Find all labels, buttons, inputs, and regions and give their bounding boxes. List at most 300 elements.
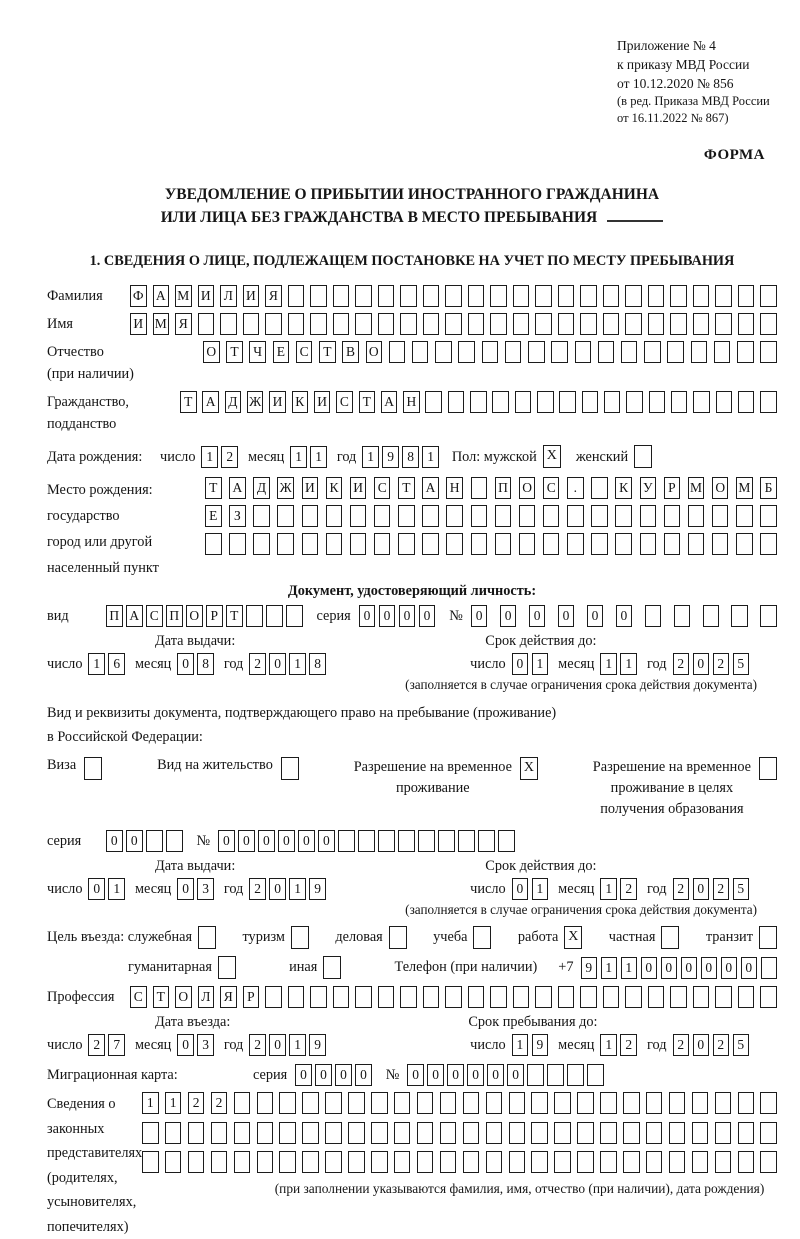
char-cell[interactable]: 2	[249, 878, 266, 900]
char-cell[interactable]: 2	[188, 1092, 205, 1114]
char-cell[interactable]	[394, 1122, 411, 1144]
char-cell[interactable]	[417, 1122, 434, 1144]
char-cell[interactable]: 1	[422, 446, 439, 468]
char-cell[interactable]	[648, 285, 665, 307]
char-cell[interactable]	[333, 313, 350, 335]
char-cell[interactable]: О	[712, 477, 729, 499]
char-cell[interactable]	[288, 313, 305, 335]
male-checkbox[interactable]: X	[543, 445, 561, 468]
char-cell[interactable]	[288, 285, 305, 307]
char-cell[interactable]	[591, 477, 608, 499]
char-cell[interactable]: 9	[309, 878, 326, 900]
char-cell[interactable]	[257, 1092, 274, 1114]
char-cell[interactable]	[737, 341, 754, 363]
char-cell[interactable]	[515, 391, 532, 413]
char-cell[interactable]: 0	[701, 957, 718, 979]
char-cell[interactable]	[760, 1151, 777, 1173]
char-cell[interactable]: 0	[88, 878, 105, 900]
char-cell[interactable]: Ф	[130, 285, 147, 307]
char-cell[interactable]	[463, 1122, 480, 1144]
char-cell[interactable]: Е	[273, 341, 290, 363]
char-cell[interactable]	[495, 505, 512, 527]
char-cell[interactable]	[693, 986, 710, 1008]
char-cell[interactable]	[492, 391, 509, 413]
char-cell[interactable]	[266, 605, 283, 627]
char-cell[interactable]: Я	[265, 285, 282, 307]
char-cell[interactable]: 0	[258, 830, 275, 852]
char-cell[interactable]	[527, 1064, 544, 1086]
char-cell[interactable]	[435, 341, 452, 363]
char-cell[interactable]	[760, 1092, 777, 1114]
residence-permit-checkbox[interactable]	[281, 757, 299, 780]
char-cell[interactable]: 0	[487, 1064, 504, 1086]
char-cell[interactable]	[577, 1151, 594, 1173]
purpose-tourism-checkbox[interactable]	[291, 926, 309, 949]
rvp-edu-checkbox[interactable]	[759, 757, 777, 780]
char-cell[interactable]	[738, 986, 755, 1008]
char-cell[interactable]	[736, 505, 753, 527]
char-cell[interactable]: Н	[403, 391, 420, 413]
char-cell[interactable]	[279, 1151, 296, 1173]
char-cell[interactable]	[446, 533, 463, 555]
char-cell[interactable]	[623, 1122, 640, 1144]
char-cell[interactable]	[490, 285, 507, 307]
char-cell[interactable]: П	[495, 477, 512, 499]
char-cell[interactable]: 5	[733, 1034, 750, 1056]
char-cell[interactable]	[422, 505, 439, 527]
char-cell[interactable]: 0	[278, 830, 295, 852]
char-cell[interactable]: О	[186, 605, 203, 627]
char-cell[interactable]	[234, 1122, 251, 1144]
char-cell[interactable]	[558, 285, 575, 307]
char-cell[interactable]	[440, 1122, 457, 1144]
char-cell[interactable]	[422, 533, 439, 555]
char-cell[interactable]	[567, 1064, 584, 1086]
char-cell[interactable]: С	[146, 605, 163, 627]
char-cell[interactable]: К	[326, 477, 343, 499]
char-cell[interactable]	[348, 1122, 365, 1144]
char-cell[interactable]: А	[381, 391, 398, 413]
char-cell[interactable]	[603, 313, 620, 335]
char-cell[interactable]	[580, 285, 597, 307]
char-cell[interactable]	[513, 285, 530, 307]
char-cell[interactable]	[551, 341, 568, 363]
char-cell[interactable]	[253, 505, 270, 527]
char-cell[interactable]: О	[519, 477, 536, 499]
char-cell[interactable]: 1	[289, 1034, 306, 1056]
char-cell[interactable]: 0	[407, 1064, 424, 1086]
char-cell[interactable]	[277, 533, 294, 555]
char-cell[interactable]	[418, 830, 435, 852]
char-cell[interactable]	[760, 605, 777, 627]
char-cell[interactable]	[498, 830, 515, 852]
char-cell[interactable]	[625, 986, 642, 1008]
char-cell[interactable]: 0	[721, 957, 738, 979]
char-cell[interactable]	[646, 1122, 663, 1144]
char-cell[interactable]	[374, 533, 391, 555]
char-cell[interactable]	[355, 313, 372, 335]
char-cell[interactable]	[211, 1122, 228, 1144]
char-cell[interactable]	[398, 505, 415, 527]
char-cell[interactable]	[142, 1122, 159, 1144]
char-cell[interactable]	[693, 391, 710, 413]
char-cell[interactable]: П	[106, 605, 123, 627]
char-cell[interactable]: Т	[359, 391, 376, 413]
char-cell[interactable]	[738, 313, 755, 335]
char-cell[interactable]	[535, 986, 552, 1008]
char-cell[interactable]: 0	[177, 878, 194, 900]
char-cell[interactable]	[715, 1092, 732, 1114]
char-cell[interactable]: Т	[319, 341, 336, 363]
char-cell[interactable]: 1	[600, 1034, 617, 1056]
char-cell[interactable]: 1	[620, 653, 637, 675]
char-cell[interactable]: .	[567, 477, 584, 499]
char-cell[interactable]: И	[198, 285, 215, 307]
char-cell[interactable]	[692, 1092, 709, 1114]
char-cell[interactable]: С	[374, 477, 391, 499]
char-cell[interactable]	[188, 1122, 205, 1144]
char-cell[interactable]	[531, 1151, 548, 1173]
char-cell[interactable]	[703, 605, 720, 627]
char-cell[interactable]: 3	[197, 1034, 214, 1056]
char-cell[interactable]	[470, 391, 487, 413]
char-cell[interactable]: М	[153, 313, 170, 335]
char-cell[interactable]	[378, 830, 395, 852]
char-cell[interactable]	[693, 285, 710, 307]
char-cell[interactable]: 1	[532, 878, 549, 900]
char-cell[interactable]	[731, 605, 748, 627]
char-cell[interactable]: 1	[601, 957, 618, 979]
char-cell[interactable]	[577, 1122, 594, 1144]
char-cell[interactable]	[509, 1151, 526, 1173]
char-cell[interactable]: 9	[532, 1034, 549, 1056]
char-cell[interactable]	[715, 285, 732, 307]
char-cell[interactable]: И	[243, 285, 260, 307]
char-cell[interactable]: С	[130, 986, 147, 1008]
char-cell[interactable]	[355, 285, 372, 307]
char-cell[interactable]	[471, 505, 488, 527]
char-cell[interactable]	[445, 986, 462, 1008]
char-cell[interactable]: О	[203, 341, 220, 363]
char-cell[interactable]: А	[153, 285, 170, 307]
char-cell[interactable]	[669, 1151, 686, 1173]
char-cell[interactable]	[600, 1151, 617, 1173]
purpose-study-checkbox[interactable]	[473, 926, 491, 949]
char-cell[interactable]	[417, 1151, 434, 1173]
char-cell[interactable]	[575, 341, 592, 363]
char-cell[interactable]	[715, 313, 732, 335]
char-cell[interactable]	[333, 986, 350, 1008]
purpose-business-checkbox[interactable]	[389, 926, 407, 949]
char-cell[interactable]: 1	[310, 446, 327, 468]
char-cell[interactable]	[417, 1092, 434, 1114]
char-cell[interactable]: 0	[693, 1034, 710, 1056]
char-cell[interactable]	[338, 830, 355, 852]
char-cell[interactable]	[760, 505, 777, 527]
char-cell[interactable]: Т	[226, 341, 243, 363]
char-cell[interactable]: 0	[335, 1064, 352, 1086]
char-cell[interactable]	[587, 1064, 604, 1086]
char-cell[interactable]	[229, 533, 246, 555]
char-cell[interactable]: Т	[226, 605, 243, 627]
char-cell[interactable]: 3	[197, 878, 214, 900]
char-cell[interactable]	[423, 285, 440, 307]
char-cell[interactable]: З	[229, 505, 246, 527]
char-cell[interactable]	[468, 285, 485, 307]
char-cell[interactable]	[374, 505, 391, 527]
char-cell[interactable]: Р	[243, 986, 260, 1008]
char-cell[interactable]	[471, 533, 488, 555]
char-cell[interactable]: 1	[362, 446, 379, 468]
char-cell[interactable]	[649, 391, 666, 413]
char-cell[interactable]: 2	[673, 653, 690, 675]
char-cell[interactable]	[400, 285, 417, 307]
char-cell[interactable]: А	[126, 605, 143, 627]
char-cell[interactable]	[358, 830, 375, 852]
char-cell[interactable]: Т	[153, 986, 170, 1008]
char-cell[interactable]	[615, 533, 632, 555]
char-cell[interactable]: 0	[447, 1064, 464, 1086]
purpose-transit-checkbox[interactable]	[759, 926, 777, 949]
char-cell[interactable]: 5	[733, 878, 750, 900]
char-cell[interactable]	[302, 533, 319, 555]
char-cell[interactable]	[664, 533, 681, 555]
char-cell[interactable]	[715, 1151, 732, 1173]
char-cell[interactable]: 2	[713, 1034, 730, 1056]
char-cell[interactable]	[165, 1151, 182, 1173]
char-cell[interactable]: 2	[673, 1034, 690, 1056]
char-cell[interactable]: 9	[382, 446, 399, 468]
char-cell[interactable]	[580, 986, 597, 1008]
char-cell[interactable]	[265, 986, 282, 1008]
char-cell[interactable]: 2	[713, 653, 730, 675]
char-cell[interactable]: 0	[741, 957, 758, 979]
char-cell[interactable]	[646, 1151, 663, 1173]
char-cell[interactable]: 0	[681, 957, 698, 979]
char-cell[interactable]: И	[314, 391, 331, 413]
char-cell[interactable]	[648, 986, 665, 1008]
char-cell[interactable]: 0	[512, 878, 529, 900]
char-cell[interactable]: 0	[238, 830, 255, 852]
char-cell[interactable]: 1	[108, 878, 125, 900]
char-cell[interactable]: 0	[641, 957, 658, 979]
char-cell[interactable]	[394, 1092, 411, 1114]
char-cell[interactable]	[671, 391, 688, 413]
char-cell[interactable]: 1	[512, 1034, 529, 1056]
char-cell[interactable]: Д	[225, 391, 242, 413]
char-cell[interactable]	[670, 313, 687, 335]
char-cell[interactable]	[567, 533, 584, 555]
char-cell[interactable]	[519, 533, 536, 555]
purpose-work-checkbox[interactable]: X	[564, 926, 582, 949]
char-cell[interactable]	[355, 986, 372, 1008]
char-cell[interactable]: 0	[269, 878, 286, 900]
char-cell[interactable]	[591, 533, 608, 555]
char-cell[interactable]	[490, 986, 507, 1008]
char-cell[interactable]	[625, 313, 642, 335]
char-cell[interactable]	[486, 1151, 503, 1173]
char-cell[interactable]	[645, 605, 662, 627]
char-cell[interactable]: С	[336, 391, 353, 413]
char-cell[interactable]	[577, 1092, 594, 1114]
char-cell[interactable]	[286, 605, 303, 627]
char-cell[interactable]	[463, 1151, 480, 1173]
char-cell[interactable]: 1	[88, 653, 105, 675]
char-cell[interactable]	[302, 1151, 319, 1173]
char-cell[interactable]: 1	[621, 957, 638, 979]
char-cell[interactable]	[486, 1092, 503, 1114]
char-cell[interactable]	[505, 341, 522, 363]
char-cell[interactable]: 2	[713, 878, 730, 900]
char-cell[interactable]	[243, 313, 260, 335]
char-cell[interactable]	[738, 1092, 755, 1114]
char-cell[interactable]	[531, 1092, 548, 1114]
char-cell[interactable]: 8	[309, 653, 326, 675]
char-cell[interactable]	[350, 505, 367, 527]
char-cell[interactable]: 8	[197, 653, 214, 675]
char-cell[interactable]	[559, 391, 576, 413]
char-cell[interactable]	[400, 313, 417, 335]
char-cell[interactable]: 0	[616, 605, 633, 627]
char-cell[interactable]: 0	[693, 878, 710, 900]
char-cell[interactable]	[302, 505, 319, 527]
char-cell[interactable]	[736, 533, 753, 555]
char-cell[interactable]	[580, 313, 597, 335]
char-cell[interactable]	[760, 285, 777, 307]
char-cell[interactable]: Л	[220, 285, 237, 307]
char-cell[interactable]	[621, 341, 638, 363]
char-cell[interactable]	[279, 1122, 296, 1144]
char-cell[interactable]: 1	[165, 1092, 182, 1114]
char-cell[interactable]: 0	[295, 1064, 312, 1086]
char-cell[interactable]	[558, 313, 575, 335]
char-cell[interactable]	[246, 605, 263, 627]
char-cell[interactable]: Д	[253, 477, 270, 499]
char-cell[interactable]	[535, 285, 552, 307]
char-cell[interactable]: А	[202, 391, 219, 413]
purpose-other-checkbox[interactable]	[323, 956, 341, 979]
char-cell[interactable]	[482, 341, 499, 363]
char-cell[interactable]	[760, 1122, 777, 1144]
char-cell[interactable]	[310, 313, 327, 335]
char-cell[interactable]	[693, 313, 710, 335]
char-cell[interactable]	[378, 986, 395, 1008]
char-cell[interactable]	[425, 391, 442, 413]
char-cell[interactable]: 8	[402, 446, 419, 468]
char-cell[interactable]	[669, 1092, 686, 1114]
char-cell[interactable]	[543, 505, 560, 527]
char-cell[interactable]: И	[302, 477, 319, 499]
char-cell[interactable]: 0	[512, 653, 529, 675]
char-cell[interactable]	[325, 1092, 342, 1114]
char-cell[interactable]	[438, 830, 455, 852]
char-cell[interactable]: А	[229, 477, 246, 499]
char-cell[interactable]: 0	[269, 653, 286, 675]
char-cell[interactable]	[537, 391, 554, 413]
char-cell[interactable]	[310, 285, 327, 307]
char-cell[interactable]	[519, 505, 536, 527]
char-cell[interactable]: 0	[693, 653, 710, 675]
char-cell[interactable]: 2	[673, 878, 690, 900]
char-cell[interactable]: Т	[180, 391, 197, 413]
char-cell[interactable]	[478, 830, 495, 852]
char-cell[interactable]	[350, 533, 367, 555]
char-cell[interactable]	[468, 313, 485, 335]
char-cell[interactable]: М	[688, 477, 705, 499]
char-cell[interactable]: 2	[221, 446, 238, 468]
char-cell[interactable]	[646, 1092, 663, 1114]
char-cell[interactable]: 1	[532, 653, 549, 675]
char-cell[interactable]	[257, 1151, 274, 1173]
char-cell[interactable]: Ж	[277, 477, 294, 499]
char-cell[interactable]: 0	[471, 605, 488, 627]
char-cell[interactable]	[648, 313, 665, 335]
char-cell[interactable]	[445, 313, 462, 335]
char-cell[interactable]: 0	[359, 605, 376, 627]
char-cell[interactable]	[265, 313, 282, 335]
char-cell[interactable]	[463, 1092, 480, 1114]
char-cell[interactable]	[761, 957, 778, 979]
char-cell[interactable]: 0	[177, 1034, 194, 1056]
char-cell[interactable]: Я	[220, 986, 237, 1008]
char-cell[interactable]: 6	[108, 653, 125, 675]
char-cell[interactable]	[412, 341, 429, 363]
char-cell[interactable]	[325, 1122, 342, 1144]
char-cell[interactable]	[591, 505, 608, 527]
char-cell[interactable]: 0	[379, 605, 396, 627]
char-cell[interactable]	[288, 986, 305, 1008]
char-cell[interactable]: М	[736, 477, 753, 499]
char-cell[interactable]	[623, 1092, 640, 1114]
char-cell[interactable]: 0	[298, 830, 315, 852]
char-cell[interactable]: 7	[108, 1034, 125, 1056]
char-cell[interactable]	[760, 391, 777, 413]
char-cell[interactable]: С	[543, 477, 560, 499]
char-cell[interactable]	[423, 313, 440, 335]
char-cell[interactable]	[253, 533, 270, 555]
char-cell[interactable]: 1	[289, 878, 306, 900]
char-cell[interactable]	[716, 391, 733, 413]
char-cell[interactable]: О	[366, 341, 383, 363]
char-cell[interactable]	[712, 533, 729, 555]
char-cell[interactable]	[468, 986, 485, 1008]
char-cell[interactable]	[554, 1092, 571, 1114]
char-cell[interactable]	[205, 533, 222, 555]
char-cell[interactable]: 2	[88, 1034, 105, 1056]
char-cell[interactable]	[625, 285, 642, 307]
char-cell[interactable]: Ж	[247, 391, 264, 413]
char-cell[interactable]	[531, 1122, 548, 1144]
char-cell[interactable]	[640, 505, 657, 527]
char-cell[interactable]: И	[130, 313, 147, 335]
char-cell[interactable]: 1	[600, 653, 617, 675]
char-cell[interactable]: М	[175, 285, 192, 307]
female-checkbox[interactable]	[634, 445, 652, 468]
char-cell[interactable]: К	[615, 477, 632, 499]
char-cell[interactable]	[220, 313, 237, 335]
char-cell[interactable]: Н	[446, 477, 463, 499]
char-cell[interactable]	[513, 313, 530, 335]
char-cell[interactable]	[738, 1151, 755, 1173]
char-cell[interactable]: Е	[205, 505, 222, 527]
char-cell[interactable]	[692, 1151, 709, 1173]
char-cell[interactable]: 1	[142, 1092, 159, 1114]
char-cell[interactable]	[371, 1092, 388, 1114]
char-cell[interactable]	[378, 313, 395, 335]
char-cell[interactable]	[738, 391, 755, 413]
char-cell[interactable]: 5	[733, 653, 750, 675]
char-cell[interactable]	[600, 1092, 617, 1114]
